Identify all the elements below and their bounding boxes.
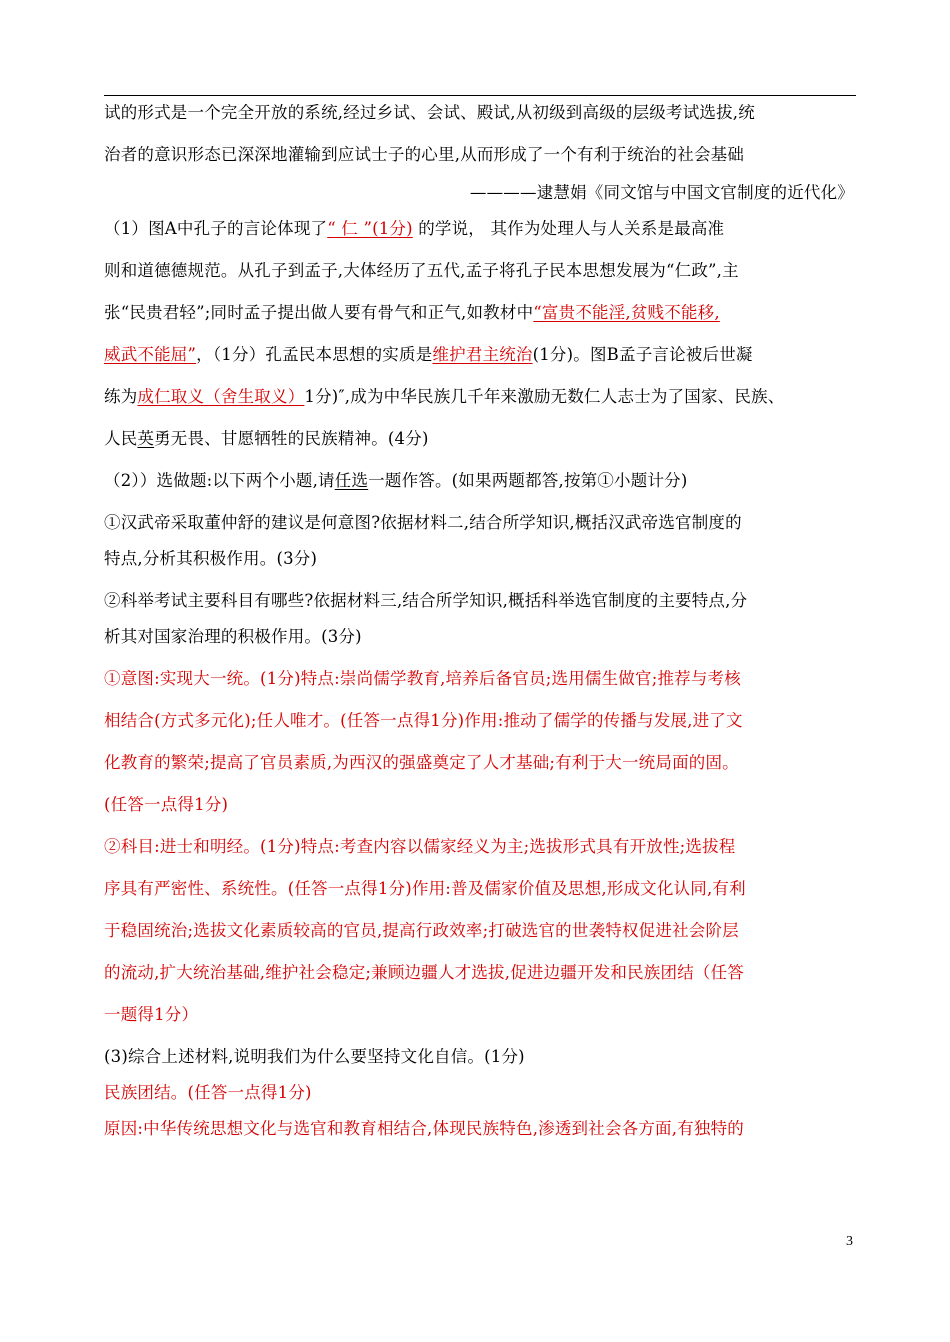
page-content <box>104 97 860 1139</box>
q1-line-6 <box>104 429 860 449</box>
q1-line-2: 则和道德德规范。从孔子到孟子,大体经历了五代,孟子将孔子民本思想发展为“仁政”,主 <box>104 261 739 280</box>
q2-option2-line-2: 析其对国家治理的积极作用。(3分) <box>104 627 362 646</box>
q1-text: (1分)。图B孟子言论被后世凝 <box>532 345 753 364</box>
q1-text: 张“民贵君轻”;同时孟子提出做人要有骨气和正气,如教材中 <box>104 303 534 322</box>
page-number: 3 <box>846 1234 853 1249</box>
q2-option1-line-1: ①汉武帝采取董仲舒的建议是何意图?依据材料二,结合所学知识,概括汉武帝选官制度的 <box>104 513 742 532</box>
q2-option1-line-2: 特点,分析其积极作用。(3分) <box>104 549 318 568</box>
q1-answer-essence: 维护君主统治 <box>432 345 533 364</box>
citation: ————逮慧娟《同文馆与中国文官制度的近代化》 <box>469 183 854 202</box>
q1-answer-quote: “富贵不能淫,贫贱不能移, <box>533 303 720 322</box>
q1-text: ，（1分）孔孟民本思想的实质是 <box>196 345 433 364</box>
q1-line-5 <box>104 387 860 407</box>
answer1-line-4: (任答一点得1分) <box>104 795 229 814</box>
q1-answer-ren: “ 仁 ”(1分) <box>327 219 413 238</box>
q2-underlined: 任选 <box>334 471 369 490</box>
answer2-line-2: 序具有严密性、系统性。(任答一点得1分)作用:普及儒家价值及思想,形成文化认同,有利 <box>104 879 746 898</box>
q1-answer-idiom: 成仁取义（舍生取义） <box>137 387 305 406</box>
q2-intro <box>104 471 860 491</box>
q1-line-1 <box>104 219 860 239</box>
q2-text: （2））选做题:以下两个小题,请 <box>104 471 335 490</box>
q3-question: (3)综合上述材料,说明我们为什么要坚持文化自信。(1分) <box>104 1047 525 1066</box>
q1-line-3 <box>104 303 860 323</box>
q1-answer-quote-end: 威武不能屈” <box>104 345 197 364</box>
answer1-line-3: 化教育的繁荣;提高了官员素质,为西汉的强盛奠定了人才基础;有利于大一统局面的固。 <box>104 753 739 772</box>
q2-text: 一题作答。(如果两题都答,按第①小题计分) <box>368 471 688 490</box>
passage-line-2: 治者的意识形态已深深地灌输到应试士子的心里,从而形成了一个有利于统治的社会基础 <box>104 145 745 164</box>
q1-text: 的学说， 其作为处理人与人关系是最高准 <box>412 219 725 238</box>
q1-line-4 <box>104 345 860 365</box>
q1-text: 勇无畏、甘愿牺牲的民族精神。(4分) <box>154 429 429 448</box>
q1-text: 1分)″,成为中华民族几千年来激励无数仁人志士为了国家、民族、 <box>304 387 785 406</box>
answer2-line-5: 一题得1分） <box>104 1005 199 1024</box>
q1-text: （1）图A中孔子的言论体现了 <box>104 219 328 238</box>
q3-answer-1: 民族团结。(任答一点得1分) <box>104 1083 312 1102</box>
answer2-line-1: ②科目:进士和明经。(1分)特点:考查内容以儒家经义为主;选拔形式具有开放性;选拔程 <box>104 837 736 856</box>
answer2-line-4: 的流动,扩大统治基础,维护社会稳定;兼顾边疆人才选拔,促进边疆开发和民族团结（任答 <box>104 963 744 982</box>
answer1-line-1: ①意图:实现大一统。(1分)特点:崇尚儒学教育,培养后备官员;选用儒生做官;推荐与考核 <box>104 669 741 688</box>
q1-text: 人民 <box>104 429 138 448</box>
passage-line-1: 试的形式是一个完全开放的系统,经过乡试、会试、殿试,从初级到高级的层级考试选拔,统 <box>104 103 755 122</box>
answer2-line-3: 于稳固统治;选拔文化素质较高的官员,提高行政效率;打破选官的世袭特权促进社会阶层 <box>104 921 739 940</box>
top-rule <box>104 95 856 96</box>
q1-underlined-char: 英 <box>137 429 155 448</box>
q2-option2-line-1: ②科举考试主要科目有哪些?依据材料三,结合所学知识,概括科举选官制度的主要特点,分 <box>104 591 748 610</box>
answer1-line-2: 相结合(方式多元化);任人唯才。(任答一点得1分)作用:推动了儒学的传播与发展,进了文 <box>104 711 743 730</box>
q1-text: 练为 <box>104 387 138 406</box>
q3-answer-2: 原因:中华传统思想文化与选官和教育相结合,体现民族特色,渗透到社会各方面,有独特的 <box>104 1119 744 1138</box>
